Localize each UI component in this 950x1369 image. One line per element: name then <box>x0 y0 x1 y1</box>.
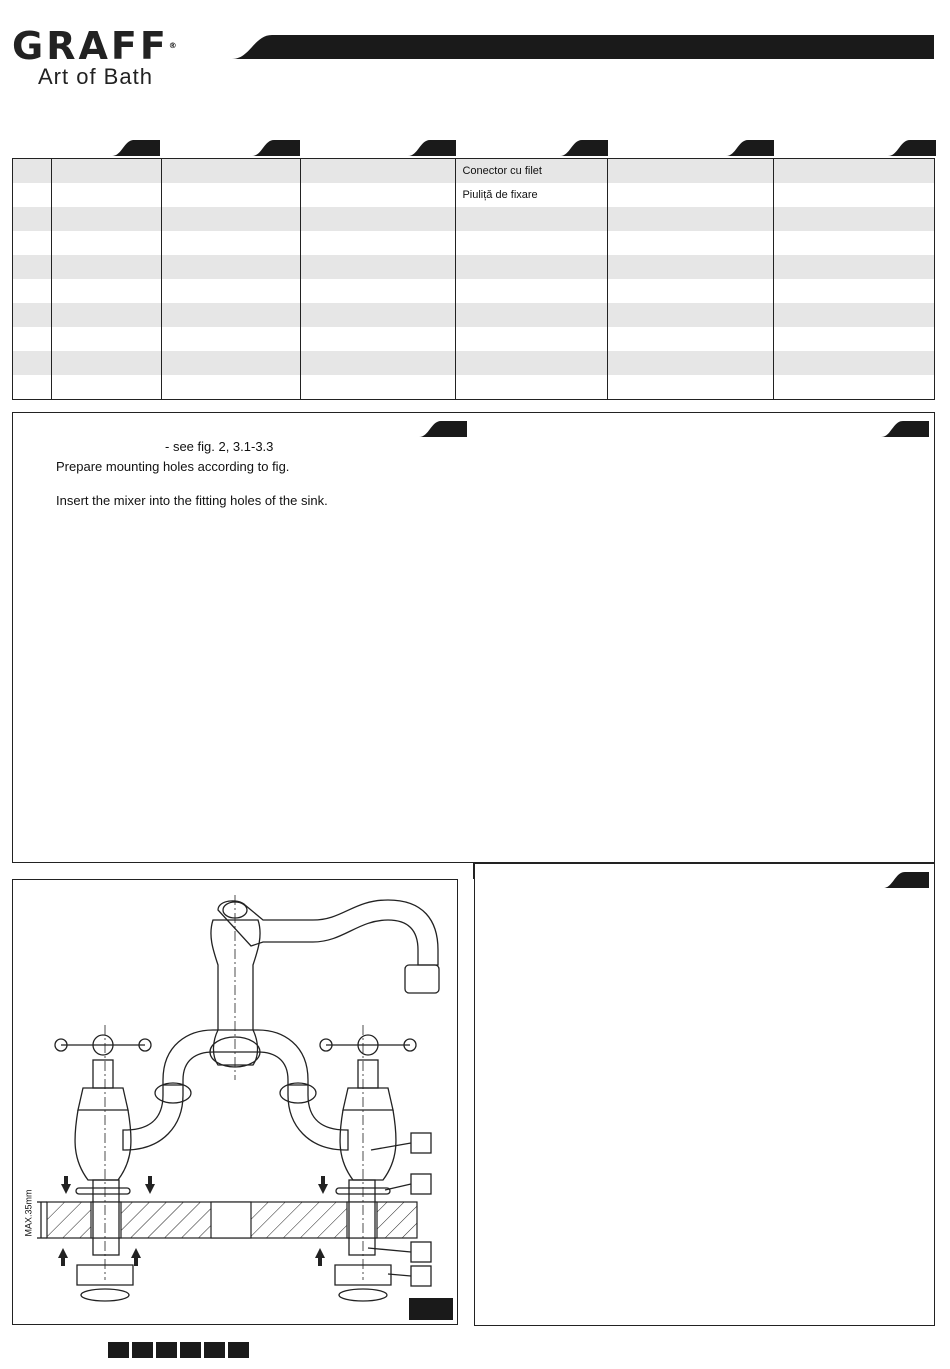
see-figure-reference: - see fig. 2, 3.1-3.3 <box>165 439 274 454</box>
table-cell <box>774 279 935 303</box>
table-cell <box>774 351 935 375</box>
language-block <box>228 1342 249 1358</box>
section-tab <box>419 419 467 437</box>
column-tab <box>726 136 774 156</box>
table-cell <box>13 255 52 279</box>
table-cell <box>51 255 161 279</box>
table-cell <box>608 375 774 400</box>
table-cell <box>161 351 300 375</box>
table-cell <box>13 351 52 375</box>
brand-name: GRAFF <box>12 24 169 68</box>
table-cell <box>456 231 608 255</box>
table-cell: Piuliță de fixare <box>456 183 608 207</box>
table-cell <box>13 375 52 400</box>
table-cell <box>51 375 161 400</box>
table-cell <box>774 231 935 255</box>
table-row <box>13 375 935 400</box>
column-tab <box>112 136 160 156</box>
table-cell <box>774 303 935 327</box>
column-tab <box>560 136 608 156</box>
table-cell <box>608 183 774 207</box>
table-cell <box>13 303 52 327</box>
table-cell <box>161 183 300 207</box>
table-cell <box>774 255 935 279</box>
table-cell <box>608 231 774 255</box>
section-tab <box>883 870 929 888</box>
table-cell <box>51 303 161 327</box>
table-cell <box>13 279 52 303</box>
table-cell <box>456 255 608 279</box>
table-cell <box>161 303 300 327</box>
table-cell <box>161 279 300 303</box>
table-cell <box>300 303 456 327</box>
table-cell <box>774 375 935 400</box>
table-cell <box>456 279 608 303</box>
table-cell <box>608 279 774 303</box>
table-cell <box>161 255 300 279</box>
max-dimension-label: MAX.35mm <box>23 1189 34 1237</box>
table-row <box>13 327 935 351</box>
table-cell <box>51 279 161 303</box>
table-cell <box>51 231 161 255</box>
language-blocks <box>108 1342 252 1358</box>
column-tab <box>408 136 456 156</box>
table-cell <box>774 327 935 351</box>
header-banner <box>232 35 934 59</box>
table-cell: Conector cu filet <box>456 159 608 184</box>
instruction-step-2: Insert the mixer into the fitting holes of the sink. <box>56 493 328 508</box>
language-block <box>204 1342 225 1358</box>
table-row <box>13 159 935 184</box>
table-cell <box>300 255 456 279</box>
table-cell <box>456 327 608 351</box>
table-cell <box>456 303 608 327</box>
table-cell <box>300 231 456 255</box>
language-block <box>108 1342 129 1358</box>
table-cell <box>608 303 774 327</box>
faucet-drawing <box>13 880 457 1324</box>
table-cell <box>51 183 161 207</box>
column-tab <box>888 136 936 156</box>
section-tab <box>881 419 929 437</box>
table-cell <box>161 327 300 351</box>
installation-figure <box>12 879 458 1325</box>
table-cell <box>300 207 456 231</box>
table-cell <box>51 159 161 184</box>
table-cell <box>300 375 456 400</box>
table-cell <box>608 351 774 375</box>
table-row <box>13 255 935 279</box>
table-cell <box>300 279 456 303</box>
table-cell <box>456 207 608 231</box>
table-cell <box>13 207 52 231</box>
language-block <box>156 1342 177 1358</box>
table-cell <box>774 183 935 207</box>
parts-table-section <box>12 158 935 398</box>
table-row <box>13 351 935 375</box>
table-cell <box>161 375 300 400</box>
table-row <box>13 279 935 303</box>
parts-table <box>12 158 935 400</box>
table-row <box>13 207 935 231</box>
table-cell <box>300 351 456 375</box>
table-cell <box>774 159 935 184</box>
installation-section <box>12 412 935 863</box>
table-cell <box>608 255 774 279</box>
table-cell <box>456 375 608 400</box>
table-cell <box>456 351 608 375</box>
table-cell <box>13 183 52 207</box>
table-row <box>13 303 935 327</box>
table-cell <box>13 231 52 255</box>
language-block <box>180 1342 201 1358</box>
table-cell <box>51 351 161 375</box>
table-cell <box>51 327 161 351</box>
language-block <box>132 1342 153 1358</box>
table-cell <box>774 207 935 231</box>
table-row <box>13 183 935 207</box>
table-cell <box>13 159 52 184</box>
table-cell <box>161 159 300 184</box>
table-cell <box>51 207 161 231</box>
table-cell <box>608 207 774 231</box>
column-tab <box>252 136 300 156</box>
table-cell <box>608 327 774 351</box>
instruction-step-1: Prepare mounting holes according to fig. <box>56 459 290 474</box>
notes-section <box>474 863 935 1326</box>
brand-tagline: Art of Bath <box>38 64 153 89</box>
table-cell <box>13 327 52 351</box>
graff-logo <box>12 24 180 90</box>
table-cell <box>161 207 300 231</box>
table-cell <box>161 231 300 255</box>
table-cell <box>608 159 774 184</box>
table-cell <box>300 327 456 351</box>
table-cell <box>300 183 456 207</box>
table-cell <box>300 159 456 184</box>
registered-mark: ® <box>168 41 180 50</box>
table-row <box>13 231 935 255</box>
